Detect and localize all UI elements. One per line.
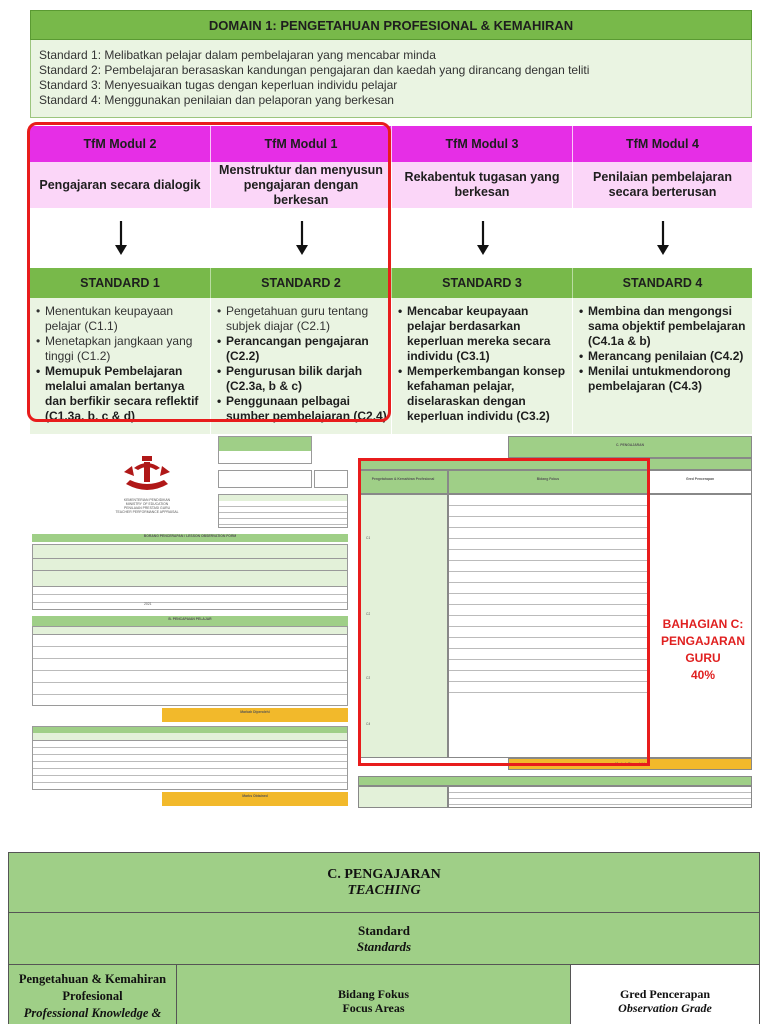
marks-label: Markah Diperolehi [240, 710, 270, 714]
module-description: Penilaian pembelajaran secara berterusan [573, 162, 752, 208]
module-column-1 [30, 126, 211, 434]
zoom-header-en: TEACHING [347, 882, 421, 898]
rform-lower-rows [448, 786, 752, 808]
module-title: TfM Modul 2 [30, 126, 211, 162]
zoom-col1-en: Professional Knowledge & [23, 1006, 162, 1020]
callout-line-1: BAHAGIAN C: [662, 617, 744, 631]
standard-item: • Membina dan mengongsi sama objektif pembelajaran (C4.1a & b) [579, 304, 748, 349]
standard-items [573, 298, 752, 434]
section-b-table [32, 626, 348, 706]
standard-item: • Mencabar keupayaan pelajar berdasarkan keperluan mereka secara individu (C3.1) [398, 304, 568, 364]
zoom-column-headers [9, 965, 759, 1024]
zoom-standard-row [9, 913, 759, 965]
arrow-down-icon [392, 208, 573, 268]
form-code-box [314, 470, 348, 488]
observation-form-thumbnail [32, 436, 350, 808]
standards-list [30, 40, 752, 118]
zoom-col2-header [177, 965, 571, 1024]
standard-item: • Menentukan keupayaan pelajar (C1.1) [36, 304, 206, 334]
module-description: Menstruktur dan menyusun pengajaran dengan berkesan [211, 162, 392, 208]
standard-title: STANDARD 4 [573, 268, 752, 298]
rform-col2-body [448, 494, 648, 758]
system-name-en: TEACHER PERFORMANCE APPRAISAL [115, 510, 179, 514]
standard-line-1: Standard 1: Melibatkan pelajar dalam pembelajaran yang mencabar minda [39, 48, 436, 62]
standard-item: • Menilai untukmendorong pembelajaran (C4.3) [579, 364, 748, 394]
arrow-down-icon [30, 208, 211, 268]
module-column-4 [573, 126, 752, 434]
standard-line-4: Standard 4: Menggunakan penilaian dan pelaporan yang berkesan [39, 93, 394, 107]
zoom-standard: Standard [357, 922, 411, 938]
standard-items [30, 298, 211, 434]
code-c2: C2 [366, 612, 371, 616]
zoom-col3-header [571, 965, 759, 1024]
standard-title: STANDARD 3 [392, 268, 573, 298]
zoom-header: C. PENGAJARAN [327, 866, 441, 882]
standard-item: • Pengurusan bilik darjah (C2.3a, b & c) [217, 364, 387, 394]
standard-item: • Merancang penilaian (C4.2) [579, 349, 748, 364]
standard-items [211, 298, 392, 434]
rform-col3-text: Gred Pencerapan [685, 477, 715, 481]
standard-item: • Pengetahuan guru tentang subjek diajar (C2.1) [217, 304, 387, 334]
rform-col2-header [448, 470, 648, 494]
marks-obtained-bar-2 [162, 792, 348, 806]
section-c-table [32, 726, 348, 790]
rform-header-text: C. PENGAJARAN [615, 443, 645, 447]
standard-item: • Menetapkan jangkaan yang tinggi (C1.2) [36, 334, 206, 364]
rform-header [508, 436, 752, 458]
module-title: TfM Modul 4 [573, 126, 752, 162]
standard-line-3: Standard 3: Menyesuaikan tugas dengan keperluan individu pelajar [39, 78, 398, 92]
lesson-info-grid [32, 544, 348, 610]
arrow-down-icon [573, 208, 752, 268]
rform-standard-row [358, 458, 752, 470]
zoom-col3: Gred Pencerapan [619, 987, 711, 1001]
brunei-emblem-icon [120, 454, 174, 494]
section-b-title: B. PENCAPAIAN PELAJAR [168, 617, 212, 621]
standard-items [392, 298, 573, 434]
ministry-name: KEMENTERIAN PENDIDIKAN [123, 498, 171, 502]
standard-item: • Penggunaan pelbagai sumber pembelajaran (C2.4) [217, 394, 387, 424]
ministry-name-en: MINISTRY OF EDUCATION [125, 502, 169, 506]
module-title: TfM Modul 3 [392, 126, 573, 162]
standard-title: STANDARD 2 [211, 268, 392, 298]
form-title: BORANG PENCERAPAN / LESSON OBSERVATION FORM [32, 534, 348, 542]
code-c3: C3 [366, 676, 371, 680]
zoom-col2-en: Focus Areas [342, 1001, 405, 1015]
zoom-standard-en: Standards [356, 938, 412, 954]
code-c1: C1 [366, 536, 371, 540]
callout-line-2: PENGAJARAN [660, 634, 745, 648]
rform-marks-bar [508, 758, 752, 770]
rform-lower-col1 [358, 786, 448, 808]
callout-line-3: GURU [685, 651, 721, 665]
teacher-name-box [218, 470, 312, 488]
module-column-2 [211, 126, 392, 434]
code-c4: C4 [366, 722, 371, 726]
zoom-col3-en: Observation Grade [618, 1001, 712, 1015]
grade-scale-table [218, 494, 348, 528]
callout-line-4: 40% [690, 668, 716, 682]
domain-title: DOMAIN 1: PENGETAHUAN PROFESIONAL & KEMAHIRAN [30, 10, 752, 40]
module-description: Pengajaran secara dialogik [30, 162, 211, 208]
module-column-3 [392, 126, 573, 434]
rform-col1-body [358, 494, 448, 758]
zoom-col1-line2: Profesional [62, 989, 123, 1003]
rform-col3-header [648, 470, 752, 494]
rform-lower-header [358, 776, 752, 786]
rform-marks-label: Markah Diperolehi [615, 762, 645, 766]
system-name: PENILAIAN PRESTASI GURU [123, 506, 171, 510]
standard-item: • Perancangan pengajaran (C2.2) [217, 334, 387, 364]
standard-item: • Memupuk Pembelajaran melalui amalan bertanya dan berfikir secara reflektif (C1.3a, b, c & d) [36, 364, 206, 424]
standard-line-2: Standard 2: Pembelajaran berasaskan kandungan pengajaran dan kaedah yang dirancang dengan teliti [39, 63, 590, 77]
module-title: TfM Modul 1 [211, 126, 392, 162]
zoom-col1-line1: Pengetahuan & Kemahiran [18, 972, 167, 986]
rform-col1-text: Pengetahuan & Kemahiran Profesional [371, 477, 435, 481]
teacher-id-box [218, 436, 312, 464]
year-value: 2021 [144, 602, 152, 606]
marks-obtained-bar [162, 708, 348, 722]
zoom-header-row [9, 853, 759, 913]
standard-item: • Memperkembangan konsep kefahaman pelajar, diselaraskan dengan keperluan individu (C3.2) [398, 364, 568, 424]
rform-col1-header [358, 470, 448, 494]
rform-col2-text: Bidang Fokus [536, 477, 560, 481]
zoom-col1-header [9, 965, 177, 1024]
module-description: Rekabentuk tugasan yang berkesan [392, 162, 573, 208]
arrow-down-icon [211, 208, 392, 268]
zoom-col2: Bidang Fokus [337, 987, 410, 1001]
standard-title: STANDARD 1 [30, 268, 211, 298]
marks-label: Marks Obtained [242, 794, 268, 798]
section-b-header [32, 616, 348, 626]
teaching-table-zoom [8, 852, 760, 1024]
section-c-callout [654, 616, 752, 684]
